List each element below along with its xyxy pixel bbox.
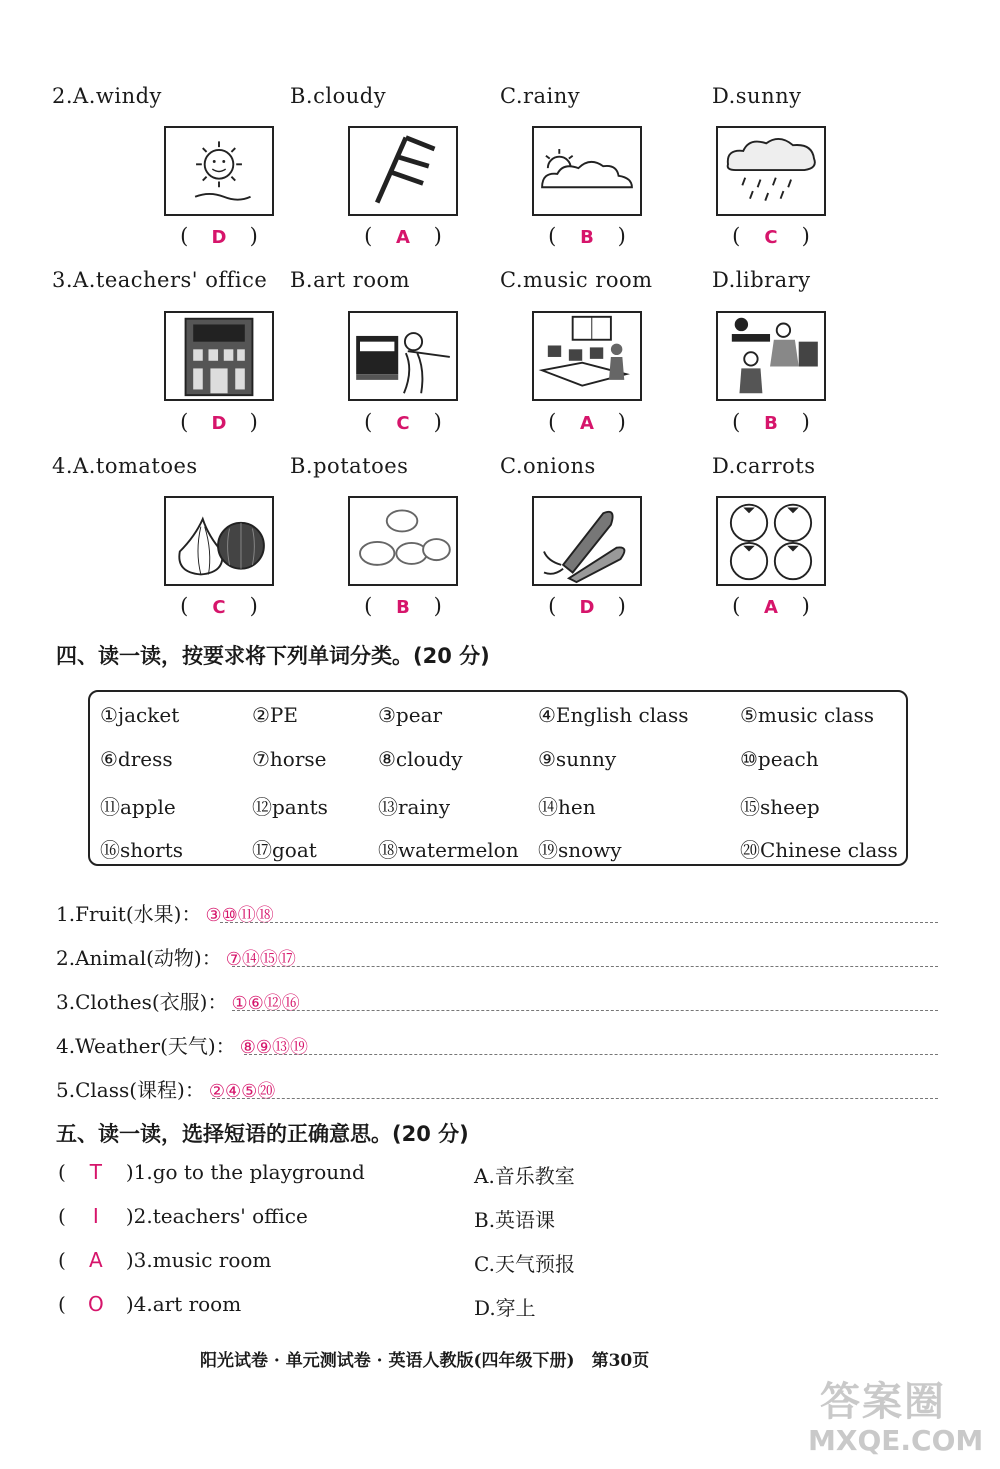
word-bank-item: ⑥dress — [100, 747, 173, 771]
q2-option-b: B.cloudy — [290, 84, 387, 108]
word-bank-item: ③pear — [378, 703, 443, 727]
computer-room-icon — [532, 311, 642, 401]
q4-option-b: B.potatoes — [290, 454, 409, 478]
match-item-3: ( A )3.music room — [58, 1248, 272, 1272]
q2-option-d: D.sunny — [712, 84, 802, 108]
category-animal: 2.Animal(动物)： ⑦⑭⑮⑰ — [56, 946, 296, 970]
q2-option-a: 2.A.windy — [52, 84, 162, 108]
rain-cloud-icon — [716, 126, 826, 216]
q4-answer-a: ( C ) — [180, 594, 258, 618]
category-class-answer: ②④⑤⑳ — [208, 1081, 276, 1102]
word-bank-item: ⑳Chinese class — [740, 838, 898, 862]
category-fruit-answer: ③⑩⑪⑱ — [205, 905, 274, 926]
q3-answer-c: ( A ) — [548, 410, 626, 434]
onion-icon — [164, 496, 274, 586]
q3-answer-b: ( C ) — [364, 410, 442, 434]
match-meaning-b: B.英语课 — [474, 1208, 556, 1232]
word-bank-item: ⑪apple — [100, 795, 176, 819]
category-class: 5.Class(课程)： ②④⑤⑳ — [56, 1078, 276, 1102]
category-fruit: 1.Fruit(水果)： ③⑩⑪⑱ — [56, 902, 274, 926]
q4-answer-b: ( B ) — [364, 594, 442, 618]
sun-cloud-icon — [532, 126, 642, 216]
match-meaning-a: A.音乐教室 — [474, 1164, 575, 1188]
category-clothes: 3.Clothes(衣服)： ①⑥⑫⑯ — [56, 990, 300, 1014]
word-bank-item: ⑯shorts — [100, 838, 184, 862]
word-bank-item: ⑫pants — [252, 795, 328, 819]
category-weather-answer: ⑧⑨⑬⑲ — [239, 1037, 308, 1058]
classroom-people-icon — [716, 311, 826, 401]
q2-answer-d: ( C ) — [732, 224, 810, 248]
answer-line — [232, 1010, 938, 1011]
match-item-1: ( T )1.go to the playground — [58, 1160, 365, 1184]
answer-line — [244, 1054, 938, 1055]
word-bank-item: ⑧cloudy — [378, 747, 463, 771]
q4-answer-c: ( D ) — [548, 594, 626, 618]
page-footer: 阳光试卷 · 单元测试卷 · 英语人教版(四年级下册) 第30页 — [200, 1351, 650, 1371]
q2-option-c: C.rainy — [500, 84, 581, 108]
word-bank-item: ⑦horse — [252, 747, 327, 771]
word-bank-item: ⑩peach — [740, 747, 819, 771]
word-bank-item: ②PE — [252, 703, 298, 727]
match-item-4: ( O )4.art room — [58, 1292, 242, 1316]
q4-answer-d: ( A ) — [732, 594, 810, 618]
piano-violin-icon — [348, 311, 458, 401]
section5-title: 五、读一读，选择短语的正确意思。(20 分) — [56, 1122, 469, 1146]
match-meaning-c: C.天气预报 — [474, 1252, 575, 1276]
word-bank-item: ⑭hen — [538, 795, 596, 819]
q2-answer-b: ( A ) — [364, 224, 442, 248]
word-bank-item: ①jacket — [100, 703, 180, 727]
answer-line — [232, 966, 938, 967]
q2-answer-a: ( D ) — [180, 224, 258, 248]
q3-answer-a: ( D ) — [180, 410, 258, 434]
q4-option-c: C.onions — [500, 454, 596, 478]
q4-option-a: 4.A.tomatoes — [52, 454, 198, 478]
word-bank-item: ⑨sunny — [538, 747, 617, 771]
wind-flag-icon — [348, 126, 458, 216]
word-bank-item: ⑰goat — [252, 838, 317, 862]
q2-answer-c: ( B ) — [548, 224, 626, 248]
word-bank-item: ⑤music class — [740, 703, 875, 727]
building-icon — [164, 311, 274, 401]
answer-line — [212, 1098, 938, 1099]
category-animal-answer: ⑦⑭⑮⑰ — [225, 949, 296, 970]
q3-option-b: B.art room — [290, 268, 411, 292]
answer-line — [220, 922, 938, 923]
match-meaning-d: D.穿上 — [474, 1296, 536, 1320]
word-bank-item: ⑬rainy — [378, 795, 451, 819]
potato-icon — [348, 496, 458, 586]
q3-option-d: D.library — [712, 268, 811, 292]
q3-answer-d: ( B ) — [732, 410, 810, 434]
category-weather: 4.Weather(天气)： ⑧⑨⑬⑲ — [56, 1034, 308, 1058]
watermark-logo: 答案圈 — [820, 1379, 946, 1425]
word-bank-item: ⑮sheep — [740, 795, 820, 819]
q3-option-a: 3.A.teachers' office — [52, 268, 268, 292]
sun-icon — [164, 126, 274, 216]
word-bank-item: ⑱watermelon — [378, 838, 519, 862]
match-item-2: ( I )2.teachers' office — [58, 1204, 308, 1228]
word-bank-item: ⑲snowy — [538, 838, 622, 862]
section4-title: 四、读一读，按要求将下列单词分类。(20 分) — [56, 644, 490, 668]
category-clothes-answer: ①⑥⑫⑯ — [231, 993, 300, 1014]
q4-option-d: D.carrots — [712, 454, 816, 478]
q3-option-c: C.music room — [500, 268, 653, 292]
watermark-url: MXQE.COM — [808, 1424, 984, 1457]
word-bank-item: ④English class — [538, 703, 689, 727]
tomato-icon — [716, 496, 826, 586]
carrot-icon — [532, 496, 642, 586]
